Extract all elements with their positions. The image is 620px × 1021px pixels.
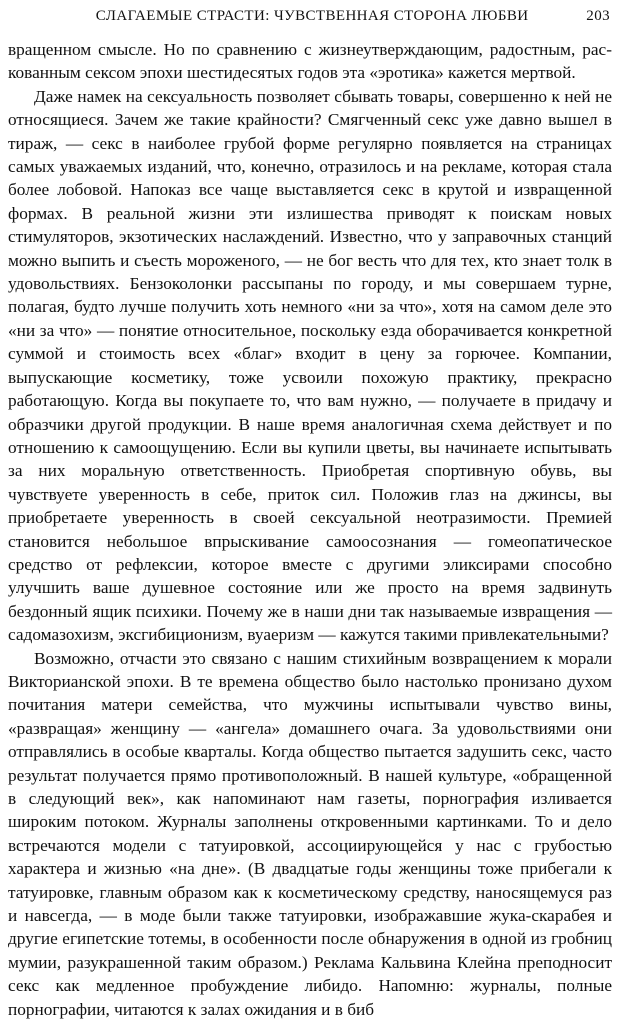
paragraph: Возможно, отчасти это связано с нашим стихийным возвращением к морали Викторианской эпохи. В те времена общество было настолько пронизано духом почитания матери семейства, что мужчины испытывали чувство вины, «развращая» женщину — «ангела» домашнего очага. За удовольствиями они отправлялись в особые кварталы. Когда общество пытается задушить секс, часто результат получается прямо противоположный. В нашей культуре, «обращенной в следующий век», как напоминают нам газеты, порнография изливается широким потоком. Журналы заполнены откровенными картинками. То и дело встречаются модели с татуировкой, ассоциирующейся у нас с грубостью характера и жизнью «на дне». (В двадцатые годы женщины тоже прибегали к татуировке, главным образом как к косметическому средству, наносящемуся раз и навсегда, — в моде были также татуировки, изображавшие жука-скарабея и другие египетские тотемы, в особенности после обнаружения в одной из гробниц мумии, разукрашенной таким образом.) Реклама Кальвина Клейна преподносит секс как медленное пробуждение либидо. Напомню: журналы, полные порнографии, читаются к залах ожидания и в биб — [8, 648, 612, 1019]
paragraph: Даже намек на сексуальность позволяет сбывать товары, совершенно к ней не относящиеся. Зачем же такие крайности? Смягченный секс уже давно вышел в тираж, — секс в наиболее грубой форме регулярно появляется на страницах самых уважаемых изданий, что, конечно, отразилось и на рекламе, которая стала более лобовой. Напоказ все чаще выставляется секс в крутой и извращенной формах. В реальной жизни эти излишества приводят к поискам новых стимуляторов, экзотических наслаждений. Известно, что у заправочных станций можно выпить и съесть мороженого, — не бог весть что для тех, кто знает толк в удовольствиях. Бензоколонки рассыпаны по городу, и мы совершаем турне, полагая, будто лучше получить хоть немного «ни за что», хотя на самом деле это «ни за что» — понятие относительное, поскольку езда оборачивается конкретной суммой и стоимость всех «благ» входит в цену за горючее. Компании, выпускающие косметику, тоже усвоили похожую практику, прекрасно работающую. Когда вы покупаете то, что вам нужно, — получаете в придачу и образчики другой продукции. В наше время аналогичная схема действует и по отношению к самоощущению. Если вы купили цветы, вы начинаете испытывать за них моральную ответственность. Приобретая спортивную обувь, вы чувствуете уверенность в себе, приток сил. Положив глаз на джинсы, вы приобретаете уверенность в своей сексуальной неотразимости. Премией становится небольшое впрыскивание самоосознания — гомеопатическое средство от рефлексии, которое вместе с другими эликсирами способно улучшить ваше душевное состояние или же просто на время задвинуть бездонный ящик психики. Почему же в наши дни так называемые извращения — садомазохизм, эксгибиционизм, вуаеризм — кажутся такими привлекательными? — [8, 86, 612, 645]
running-title: СЛАГАЕМЫЕ СТРАСТИ: ЧУВСТВЕННАЯ СТОРОНА ЛЮБВИ — [95, 8, 529, 24]
running-header — [8, 8, 612, 32]
page-number: 203 — [586, 8, 610, 24]
body-text — [8, 38, 612, 1021]
paragraph-continuation: вращенном смысле. Но по сравнению с жизнеутверждающим, радостным, раскованным сексом эпохи шестидесятых годов эта «эротика» кажется мертвой. — [8, 40, 612, 83]
